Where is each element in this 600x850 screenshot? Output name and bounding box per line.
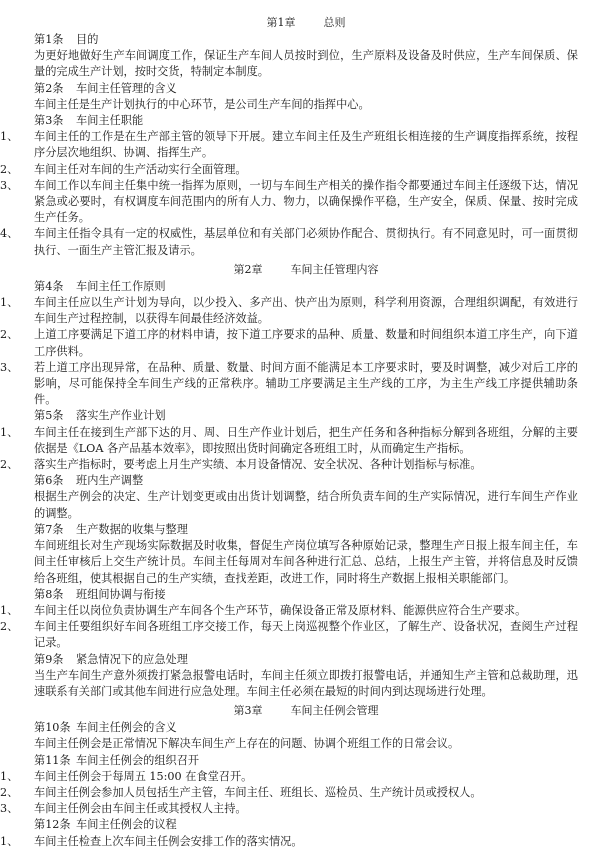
article-heading [34,32,578,48]
article-heading [34,279,578,295]
list-item-text: 车间主任指令具有一定的权威性，基层单位和有关部门必须协作配合、贯彻执行。有不同意见时，可一面贯彻执行、一面生产主管汇报及请示。 [34,227,578,257]
list-item [0,785,578,801]
article-number: 第10条 [34,721,71,735]
article-title: 生产数据的收集与整理 [76,522,188,536]
list-item-number: 2、 [0,162,19,176]
list-item-text: 车间主任检查上次车间主任例会安排工作的落实情况。 [34,834,303,848]
list-item [0,360,578,409]
paragraph: 当生产车间生产意外须拨打紧急报警电话时，车间主任须立即拨打报警电话，并通知生产主管和总裁助理，迅速联系有关部门或其他车间进行应急处理。车间主任必须在最短的时间内到达现场进行处理。 [34,668,578,698]
article-title: 紧急情况下的应急处理 [76,652,188,666]
list-item [0,226,578,258]
article-heading [34,652,578,668]
article-heading [34,753,578,769]
article-title: 车间主任管理的含义 [76,81,177,95]
article-number: 第1条 [34,33,64,46]
list-item [0,834,578,850]
list-item-number: 3、 [0,802,19,816]
list-item-text: 车间主任例会于每周五 15:00 在食堂召开。 [34,769,253,783]
list-item-number: 1、 [0,769,19,783]
list-item-number: 3、 [0,360,19,374]
list-item [0,769,578,785]
list-item [0,295,578,327]
list-item [0,425,578,457]
list-item-text: 落实生产指标时，要考虑上月生产实绩、本月设备情况、安全状况、各种计划指标与标准。 [34,458,482,472]
article-title: 车间主任例会的组织召开 [76,753,200,767]
list-item-number: 2、 [0,785,19,799]
article-number: 第7条 [34,522,64,536]
article-title: 车间主任职能 [76,114,144,128]
chapter-title: 车间主任管理内容 [290,262,379,276]
chapter-title: 总则 [323,16,346,29]
list-item [0,457,578,473]
list-item-number: 1、 [0,834,19,848]
chapter-title: 车间主任例会管理 [290,704,379,718]
list-item-text: 车间主任以岗位负责协调生产车间各个生产环节，确保设备正常及原材料、能源供应符合生产要求。 [34,603,527,617]
list-item [0,178,578,227]
chapter-heading [34,15,578,31]
paragraph: 车间主任是生产计划执行的中心环节，是公司生产车间的指挥中心。 [34,97,370,111]
article-heading [34,817,578,833]
list-item-text: 上道工序要满足下道工序的材料申请，按下道工序要求的品种、质量、数量和时间组织本道工序生产，向下道工序供料。 [34,328,578,358]
list-item-text: 车间主任要组织好车间各班组工序交接工作，每天上岗巡视整个作业区，了解生产、设备状况，查阅生产过程记录。 [34,620,578,650]
article-number: 第12条 [34,818,71,832]
chapter-heading [34,703,578,719]
article-heading [34,522,578,538]
article-title: 目的 [76,33,99,46]
article-heading [34,473,578,489]
article-heading [34,81,578,97]
article-number: 第3条 [34,114,64,128]
article-heading [34,587,578,603]
chapter-number: 第2章 [233,262,263,276]
list-item-text: 车间工作以车间主任集中统一指挥为原则，一切与车间生产相关的操作指令都要通过车间主任逐级下达，情况紧急或必要时，有权调度车间范围内的所有人力、物力，以确保操作平稳，生产安全，保质、保量、按时完成生产任务。 [34,178,578,225]
article-number: 第8条 [34,587,64,601]
list-item [0,129,578,161]
list-item-text: 车间主任例会由车间主任或其授权人主持。 [34,802,247,816]
chapter-number: 第3章 [233,704,263,718]
list-item-number: 2、 [0,620,19,634]
article-number: 第9条 [34,652,64,666]
article-heading [34,408,578,424]
list-item-number: 1、 [0,296,19,310]
article-number: 第4条 [34,279,64,293]
paragraph: 根据生产例会的决定、生产计划变更或由出货计划调整，结合所负责车间的生产实际情况，进行车间生产作业的调整。 [34,490,578,520]
article-title: 车间主任例会的含义 [76,721,177,735]
list-item-text: 车间主任在接到生产部下达的月、周、日生产作业计划后，把生产任务和各种指标分解到各班组，分解的主要依据是《LOA 各产品基本效率》，即按照出货时间确定各班组工时，从而确定生产指标。 [34,425,578,455]
list-item [0,801,578,817]
list-item [0,162,578,178]
article-number: 第11条 [34,753,71,767]
list-item [0,327,578,359]
list-item-text: 车间主任的工作是在生产部主管的领导下开展。建立车间主任及生产班组长相连接的生产调度指挥系统，按程序分层次地组织、协调、指挥生产。 [34,130,578,160]
article-title: 落实生产作业计划 [76,409,166,423]
list-item-text: 车间主任对车间的生产活动实行全面管理。 [34,162,247,176]
paragraph: 为更好地做好生产车间调度工作，保证生产车间人员按时到位，生产原料及设备及时供应，生产车间保质、保量的完成生产计划，按时交货，特制定本制度。 [34,49,578,79]
article-heading [34,113,578,129]
list-item-number: 4、 [0,227,19,241]
article-heading [34,720,578,736]
list-item-number: 2、 [0,458,19,472]
article-number: 第6条 [34,474,64,488]
list-item-number: 2、 [0,328,19,342]
article-title: 班组间协调与衔接 [76,587,166,601]
list-item-number: 3、 [0,178,19,192]
chapter-heading [34,262,578,278]
article-number: 第2条 [34,81,64,95]
paragraph: 车间班组长对生产现场实际数据及时收集，督促生产岗位填写各种原始记录，整理生产日报上报车间主任，车间主任审核后上交生产统计员。车间主任每周对车间各种进行汇总、总结，上报生产主管，并将信息及时反馈给各班组，使其根据自己的生产实绩，查找差距，改进工作，同时将生产数据上报相关职能部门。 [34,539,578,585]
paragraph: 车间主任例会是正常情况下解决车间生产上存在的问题、协调个班组工作的日常会议。 [34,737,460,751]
list-item-number: 1、 [0,130,19,144]
list-item-text: 车间主任例会参加人员包括生产主管，车间主任、班组长、巡检员、生产统计员或授权人。 [34,785,482,799]
list-item [0,619,578,651]
article-number: 第5条 [34,409,64,423]
list-item-text: 车间主任应以生产计划为导向，以少投入、多产出、快产出为原则，科学利用资源，合理组织调配，有效进行车间生产过程控制，以获得车间最佳经济效益。 [34,296,578,326]
article-title: 车间主任工作原则 [76,279,166,293]
article-title: 班内生产调整 [76,474,144,488]
list-item [0,603,578,619]
list-item-number: 1、 [0,425,19,439]
list-item-number: 1、 [0,603,19,617]
article-title: 车间主任例会的议程 [76,818,177,832]
list-item-text: 若上道工序出现异常，在品种、质量、数量、时间方面不能满足本工序要求时，要及时调整，减少对后工序的影响，尽可能保持全车间生产线的正常秩序。辅助工序要满足主生产线的工序，为主生产线工序提供辅助条件。 [34,360,578,407]
chapter-number: 第1章 [266,16,296,29]
